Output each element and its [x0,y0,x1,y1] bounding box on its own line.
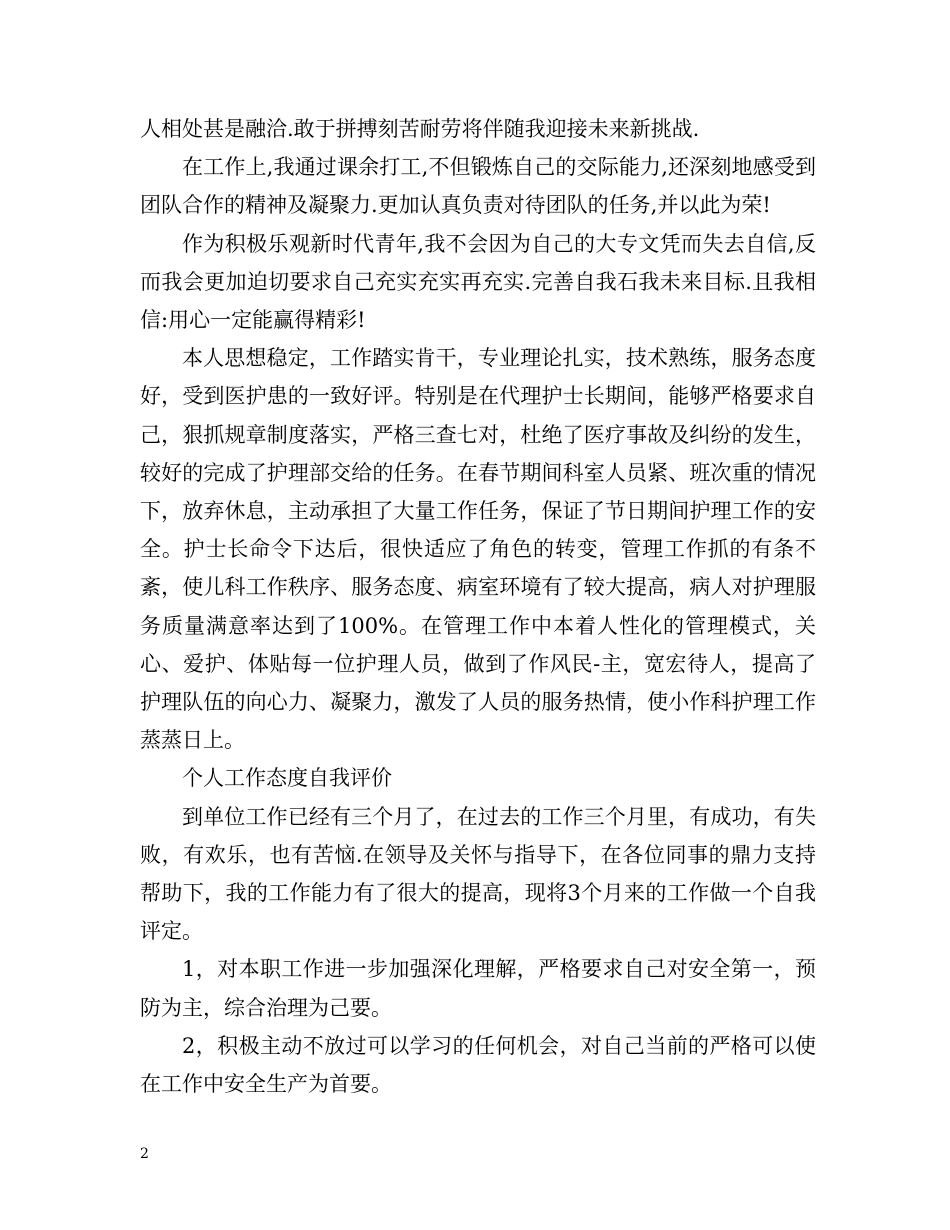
paragraph-2: 在工作上,我通过课余打工,不但锻炼自己的交际能力,还深刻地感受到团队合作的精神及凝聚力.更加认真负责对待团队的任务,并以此为荣! [140,155,816,218]
section-heading: 个人工作态度自我评价 [182,766,392,791]
list-item-2: 2，积极主动不放过可以学习的任何机会，对自己当前的严格可以使在工作中安全生产为首要。 [140,1033,816,1097]
paragraph-3: 作为积极乐观新时代青年,我不会因为自己的大专文凭而失去自信,反而我会更加迫切要求自己充实充实再充实.完善自我石我未来目标.且我相信:用心一定能赢得精彩! [140,231,816,333]
document-body [140,110,816,1103]
page-number: 2 [140,1146,149,1162]
paragraph-4: 本人思想稳定，工作踏实肯干，专业理论扎实，技术熟练，服务态度好，受到医护患的一致好评。特别是在代理护士长期间，能够严格要求自己，狠抓规章制度落实，严格三查七对，杜绝了医疗事故及纠纷的发生，较好的完成了护理部交给的任务。在春节期间科室人员紧、班次重的情况下，放弃休息，主动承担了大量工作任务，保证了节日期间护理工作的安全。护士长命令下达后，很快适应了角色的转变，管理工作抓的有条不紊，使儿科工作秩序、服务态度、病室环境有了较大提高，病人对护理服务质量满意率达到了100%。在管理工作中本着人性化的管理模式，关心、爱护、体贴每一位护理人员，做到了作风民-主，宽宏待人，提高了护理队伍的向心力、凝聚力，激发了人员的服务热情，使小作科护理工作蒸蒸日上。 [140,346,816,753]
list-item-1: 1，对本职工作进一步加强深化理解，严格要求自己对安全第一，预防为主，综合治理为己要。 [140,957,816,1020]
paragraph-1: 人相处甚是融洽.敢于拼搏刻苦耐劳将伴随我迎接未来新挑战. [140,117,700,141]
paragraph-6: 到单位工作已经有三个月了，在过去的工作三个月里，有成功，有失败，有欢乐，也有苦恼.在领导及关怀与指导下，在各位同事的鼎力支持帮助下，我的工作能力有了很大的提高，现将3个月来的工作做一个自我评定。 [140,804,816,944]
